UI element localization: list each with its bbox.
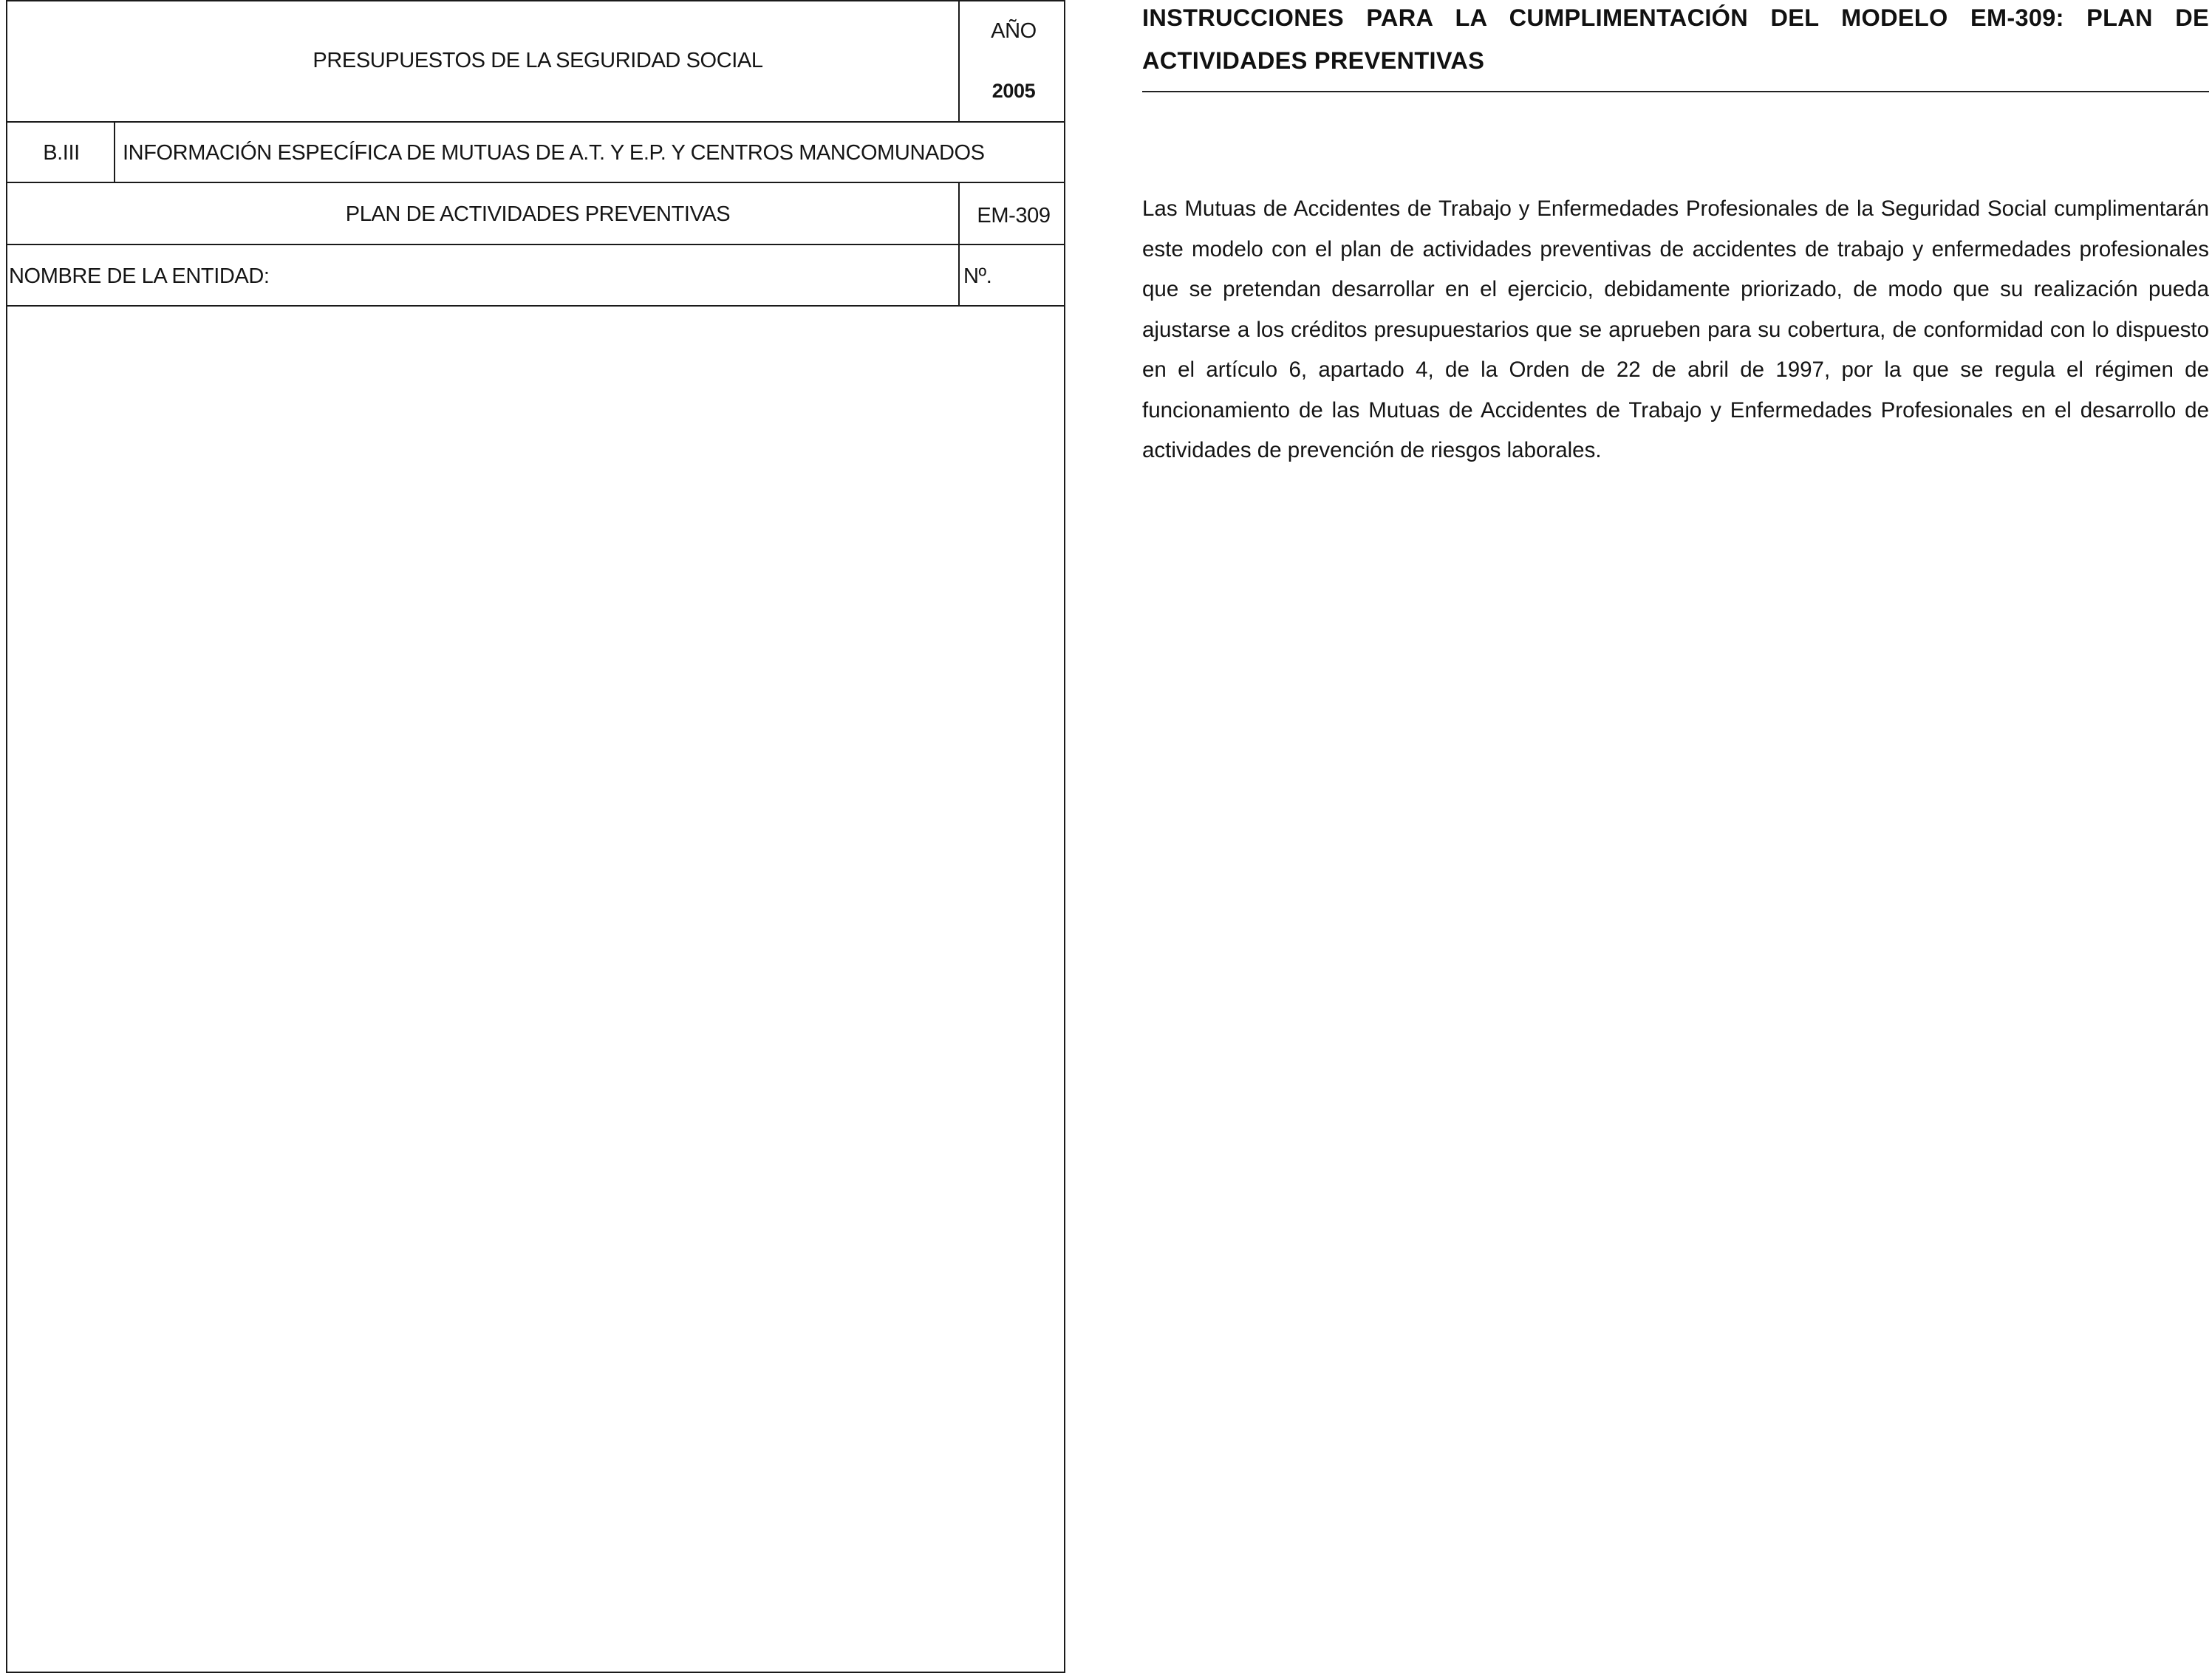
year-value: 2005: [991, 80, 1036, 102]
plan-title: PLAN DE ACTIVIDADES PREVENTIVAS: [345, 202, 731, 226]
instructions-title-rule: [1142, 91, 2209, 92]
section-code-divider: [114, 121, 115, 182]
form-blank-area: [7, 307, 1064, 1672]
entity-number-label: Nº.: [963, 264, 992, 288]
year-divider: [958, 0, 960, 121]
header-title: PRESUPUESTOS DE LA SEGURIDAD SOCIAL: [313, 49, 763, 72]
section-bottom-rule: [7, 182, 1064, 183]
instructions-title: INSTRUCCIONES PARA LA CUMPLIMENTACIÓN DEL MODELO EM-309: PLAN DE ACTIVIDADES PREVENTIVAS: [1142, 4, 2209, 74]
instructions-body: Las Mutuas de Accidentes de Trabajo y Enfermedades Profesionales de la Seguridad Social cumplimentarán este modelo con el plan de actividades preventivas de accidentes de trabajo y enfermedades profesionales que se pretendan desarrollar en el ejercicio, debidamente priorizado, de modo que su realización pueda ajustarse a los créditos presupuestarios que se aprueben para su cobertura, de conformidad con lo dispuesto en el artículo 6, apartado 4, de la Orden de 22 de abril de 1997, por la que se regula el régimen de funcionamiento de las Mutuas de Accidentes de Trabajo y Enfermedades Profesionales en el desarrollo de actividades de prevención de riesgos laborales.: [1142, 196, 2209, 462]
form-em-309: [6, 0, 1065, 1673]
plan-bottom-rule: [7, 244, 1064, 245]
instructions-panel: [1142, 0, 2209, 471]
entity-name-label: NOMBRE DE LA ENTIDAD:: [9, 264, 270, 288]
section-title: INFORMACIÓN ESPECÍFICA DE MUTUAS DE A.T. Y E.P. Y CENTROS MANCOMUNADOS: [123, 141, 985, 165]
header-bottom-rule: [7, 121, 1064, 123]
code-divider: [958, 182, 960, 305]
year-label: AÑO: [991, 19, 1037, 43]
form-top-rule: [7, 0, 1064, 1]
section-code: B.III: [43, 141, 80, 165]
model-code: EM-309: [977, 204, 1051, 228]
